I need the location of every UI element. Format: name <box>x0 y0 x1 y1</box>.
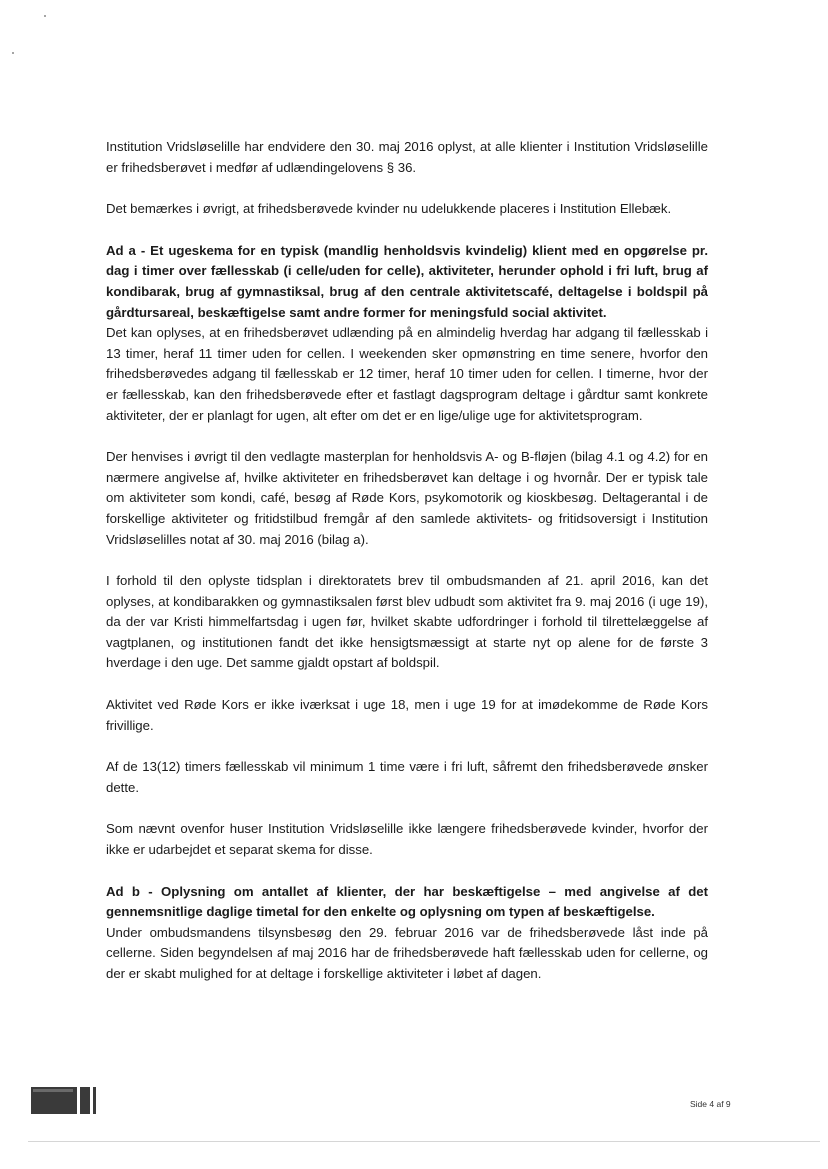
page-number: Side 4 af 9 <box>690 1099 731 1109</box>
paragraph: Under ombudsmandens tilsynsbesøg den 29. februar 2016 var de frihedsberøvede låst inde på cellerne. Siden begyndelsen af maj 2016 har de frihedsberøvede haft fællesskab uden for cellerne, og der er skabt mulighed for at deltage i forskellige aktiviteter i løbet af dagen. <box>106 924 708 981</box>
scan-speck <box>12 52 14 54</box>
footer-divider <box>28 1141 820 1142</box>
paragraph: Det bemærkes i øvrigt, at frihedsberøvede kvinder nu udelukkende placeres i Institution Ellebæk. <box>106 201 672 217</box>
scan-speck <box>44 15 46 17</box>
paragraph: Det kan oplyses, at en frihedsberøvet udlænding på en almindelig hverdag har adgang til fællesskab i 13 timer, heraf 11 timer uden for cellen. I weekenden sker opmønstring en time senere, hvorfor den frihedsberøvedes adgang til fællesskab er 12 timer, heraf 10 timer uden for cellen. I timerne, hvor der er fællesskab, kan den frihedsberøvede efter et fastlagt dagsprogram deltage i gårdtur samt konkrete aktiviteter, der er planlagt for ugen, alt efter om det er en lige/ulige uge for aktivitetsprogram. <box>106 325 708 423</box>
paragraph: Der henvises i øvrigt til den vedlagte masterplan for henholdsvis A- og B-fløjen (bilag 4.1 og 4.2) for en nærmere angivelse af, hvilke aktiviteter en frihedsberøvet kan deltage i og hvornår. Der er typisk tale om aktiviteter som kondi, café, besøg af Røde Kors, psykomotorik og kioskbesøg. Deltagerantal i de forskellige aktiviteter og fritidstilbud fremgår af den samlede aktivitets- og fritidsoversigt i Institution Vridsløselilles notat af 30. maj 2016 (bilag a). <box>106 449 708 547</box>
section-heading-a: Ad a - Et ugeskema for en typisk (mandlig henholdsvis kvindelig) klient med en opgørelse pr. dag i timer over fællesskab (i celle/uden for celle), aktiviteter, herunder ophold i fri luft, brug af kondibarak, brug af gymnastiksal, brug af den centrale aktivitetscafé, deltagelse i boldspil på gårdtursareal, beskæftigelse samt andre former for meningsfuld social aktivitet. <box>106 242 708 320</box>
section-heading-b: Ad b - Oplysning om antallet af klienter, der har beskæftigelse – med angivelse af det gennemsnitlige daglige timetal for den enkelte og oplysning om typen af beskæftigelse. <box>106 883 708 920</box>
paragraph: Af de 13(12) timers fællesskab vil minimum 1 time være i fri luft, såfremt den frihedsberøvede ønsker dette. <box>106 759 708 795</box>
paragraph: Institution Vridsløselille har endvidere den 30. maj 2016 oplyst, at alle klienter i Institution Vridsløselille er frihedsberøvet i medfør af udlændingelovens § 36. <box>106 139 708 175</box>
paragraph: Som nævnt ovenfor huser Institution Vridsløselille ikke længere frihedsberøvede kvinder, hvorfor der ikke er udarbejdet et separat skema for disse. <box>106 821 708 858</box>
paragraph: Aktivitet ved Røde Kors er ikke iværksat i uge 18, men i uge 19 for at imødekomme de Røde Kors frivillige. <box>106 697 708 733</box>
document-body <box>106 137 708 1006</box>
paragraph: I forhold til den oplyste tidsplan i direktoratets brev til ombudsmanden af 21. april 2016, kan det oplyses, at kondibarakken og gymnastiksalen først blev udbudt som aktivitet fra 9. maj 2016 (i uge 19), da der var Kristi himmelfartsdag i ugen før, hvilket skabte udfordringer i forhold til tilrettelæggelse af vagtplanen, og institutionen fandt det ikke hensigtsmæssigt at starte nyt op alene for de første 3 hverdage i den uge. Det samme gjaldt opstart af boldspil. <box>106 573 708 671</box>
